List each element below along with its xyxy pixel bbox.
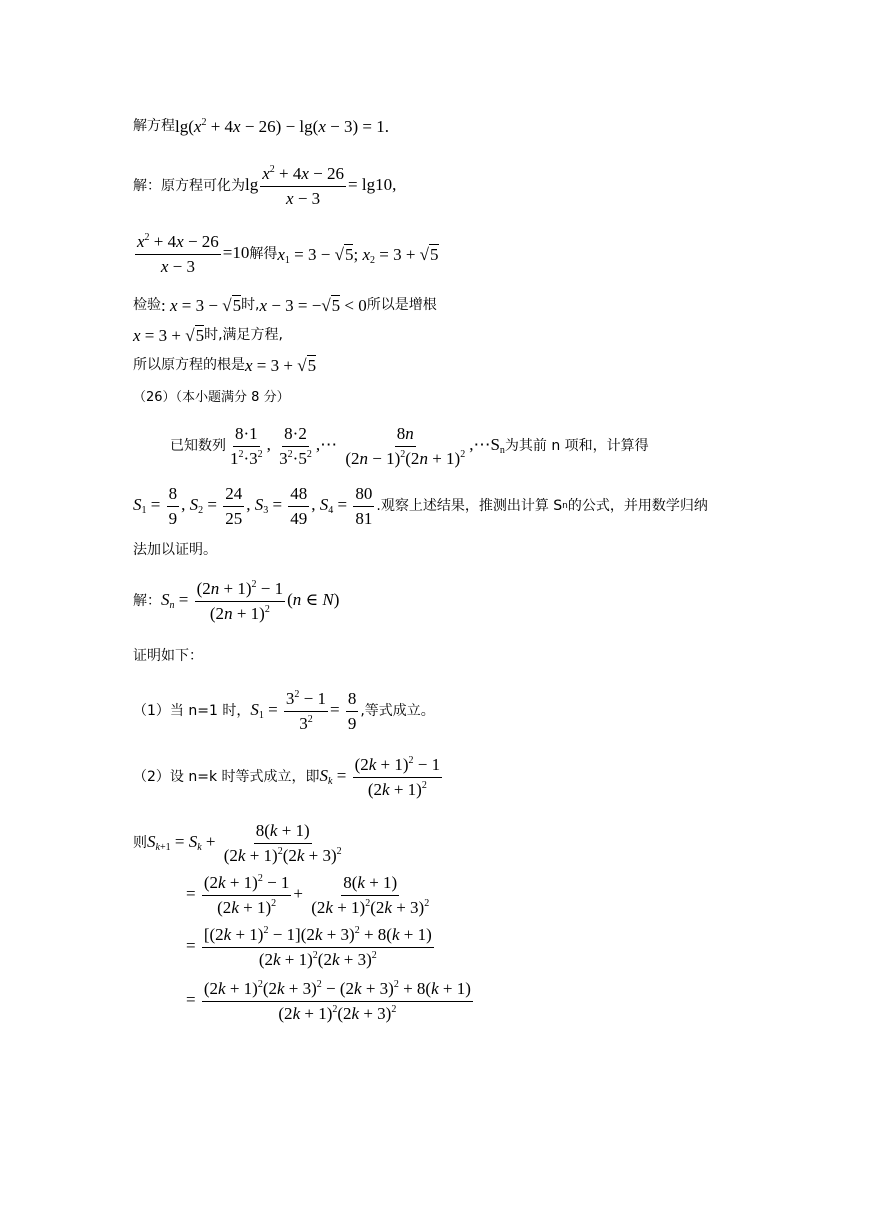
solution-label: 解： bbox=[133, 178, 161, 194]
derivation-step-3 bbox=[186, 978, 475, 1024]
check-extraneous: 所以是增根 bbox=[366, 297, 437, 313]
check-formula-1: : x = 3 − √5 bbox=[161, 295, 242, 315]
then-line bbox=[133, 820, 346, 866]
rewrite-line bbox=[133, 164, 396, 208]
observe-after-text: 的公式，并用数学归纳 bbox=[567, 498, 708, 514]
conclusion-text: 所以原方程的根是 bbox=[133, 357, 245, 373]
partial-sums-line: $S_1$ = $\frac{8}{9}$ , $S_2$ = $\frac{24}{25}$ , $S_3$ = $\frac{48}{49}$ , $S_4$ = $\frac{80}{81}$ .观察上述结果，推测出计算 S n 的公式，并用数学归纳 bbox=[133, 483, 708, 528]
problem-heading-text: （26）（本小题满分 8 分） bbox=[133, 389, 290, 405]
intro-after-text: 为其前 n 项和，计算得 bbox=[504, 438, 649, 454]
step2-prefix: （2）设 n=k 时等式成立，即 bbox=[133, 769, 320, 785]
then-formula: $S_{k+1} = S_k$ + $\frac{8(k + 1)}{(2k + 1)^2(2k + 3)^2}$ bbox=[147, 820, 342, 865]
check-line-2 bbox=[133, 324, 283, 346]
derivation-step-2 bbox=[186, 924, 436, 970]
rewrite-text: 原方程可化为 bbox=[161, 178, 245, 194]
step1-prefix: （1）当 n=1 时， bbox=[133, 703, 251, 719]
method-line bbox=[133, 540, 217, 560]
proof-intro-line bbox=[133, 646, 203, 666]
sn-solution-line bbox=[133, 578, 339, 624]
proof-intro-text: 证明如下： bbox=[133, 648, 203, 664]
step2-formula: $S_k$ = $\frac{(2k + 1)^2 - 1}{(2k + 1)^2}$ bbox=[319, 754, 441, 799]
check-line-1 bbox=[133, 294, 437, 316]
sn-solution-label: 解： bbox=[133, 593, 161, 609]
prompt-text: 解方程 bbox=[133, 118, 175, 134]
step1-formula: $S_1$ = $\frac{3^2 - 1}{3^2}$ = $\frac{8}{9}$ bbox=[250, 688, 357, 733]
problem-heading bbox=[133, 388, 290, 406]
roots-formula: $x_1 = 3 - √5$; $x_2 = 3 + √5$ bbox=[277, 244, 439, 266]
check-formula-3: x = 3 + √5 bbox=[133, 325, 205, 345]
solve-text: 解得 bbox=[249, 246, 278, 262]
sn-formula: $S_n$ = $\frac{(2n + 1)^2 - 1}{(2n + 1)^2}$ (n ∈ N) bbox=[161, 578, 340, 623]
solve-line bbox=[133, 232, 439, 276]
derivation-formula-3: = $\frac{(2k + 1)^2(2k + 3)^2 - (2k + 3)^2 + 8(k + 1)}{(2k + 1)^2(2k + 3)^2}$ bbox=[186, 978, 471, 1023]
derivation-step-1 bbox=[186, 872, 433, 918]
step1-suffix: ,等式成立。 bbox=[360, 703, 435, 719]
conclusion-formula: x = 3 + √5 bbox=[245, 355, 317, 375]
solve-formula: $\frac{x^2 + 4x - 26}{x - 3}$ =10 bbox=[137, 231, 250, 276]
rewrite-formula: lg $\frac{x^2 + 4x - 26}{x - 3}$ = lg10, bbox=[245, 163, 397, 208]
check-formula-2: x − 3 = −√5 < 0 bbox=[259, 295, 367, 315]
equation-formula: $\lg(x^2 + 4x - 26) - \lg(x - 3) = 1$. bbox=[175, 116, 389, 136]
sequence-line bbox=[170, 424, 649, 468]
partial-sums-formula: $S_1$ = $\frac{8}{9}$ , $S_2$ = $\frac{24}{25}$ , $S_3$ = $\frac{48}{49}$ , $S_4$ = $\frac{80}{81}$ bbox=[133, 483, 373, 528]
then-text: 则 bbox=[133, 835, 147, 851]
equation-line bbox=[133, 114, 389, 138]
sequence-formula: $\frac{8\cdot 1}{1^2\cdot 3^2}$ , $\frac{8\cdot 2}{3^2\cdot 5^2}$ ,⋯ $\frac{8n}{(2n - 1)^2(2n + 1)^2}$ $,\cdots S_n$ bbox=[230, 423, 505, 468]
conclusion-line bbox=[133, 354, 316, 376]
method-text: 法加以证明。 bbox=[133, 542, 217, 558]
check-when: 时, bbox=[241, 297, 260, 313]
derivation-formula-2: = $\frac{[(2k + 1)^2 - 1](2k + 3)^2 + 8(k + 1)}{(2k + 1)^2(2k + 3)^2}$ bbox=[186, 924, 432, 969]
check-label: 检验 bbox=[133, 297, 161, 313]
observe-text: .观察上述结果，推测出计算 S bbox=[376, 498, 563, 514]
check-satisfies: 时,满足方程, bbox=[204, 327, 283, 343]
step2-line bbox=[133, 754, 444, 800]
step1-line bbox=[133, 688, 435, 734]
intro-text: 已知数列 bbox=[170, 438, 226, 454]
derivation-formula-1: = $\frac{(2k + 1)^2 - 1}{(2k + 1)^2}$ + $\frac{8(k + 1)}{(2k + 1)^2(2k + 3)^2}$ bbox=[186, 872, 430, 917]
